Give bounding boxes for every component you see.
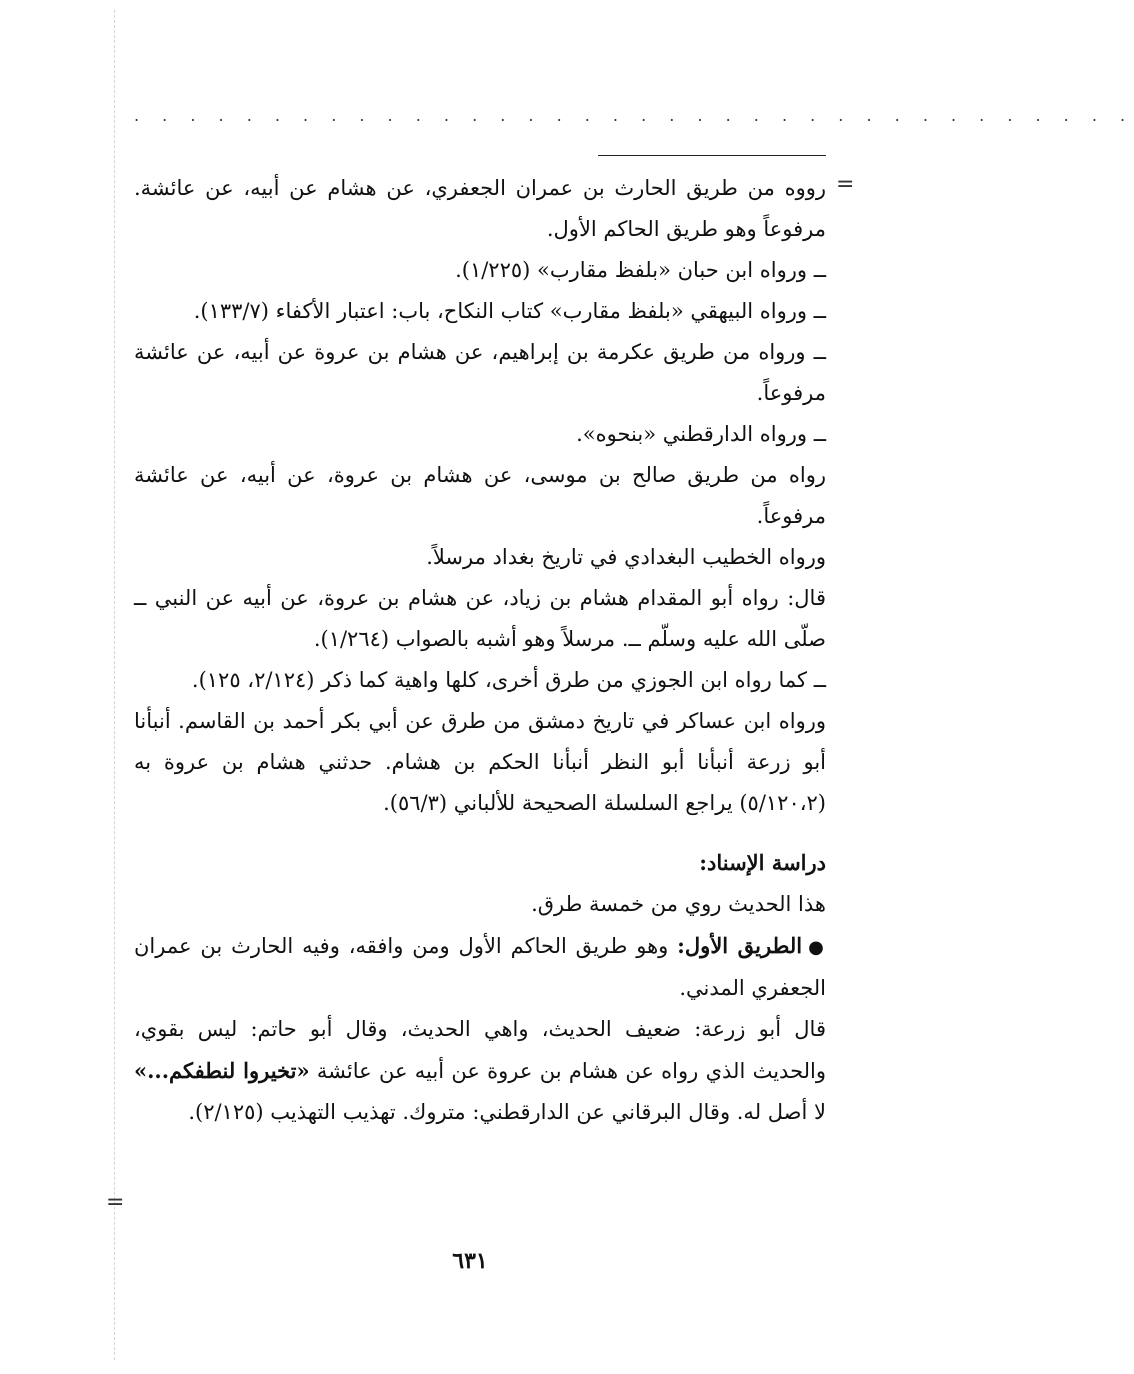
continuation-mark-top: = (836, 172, 855, 197)
quote-paragraph (134, 1009, 826, 1133)
paragraph: ــ ورواه ابن حبان «بلفظ مقارب» (١/٢٢٥). (455, 258, 826, 282)
first-path-paragraph (134, 925, 826, 1009)
paragraph: ورواه الخطيب البغدادي في تاريخ بغداد مرسلاً. (426, 545, 826, 569)
first-path-title: الطريق الأول: (677, 933, 803, 958)
quote-after: لا أصل له. وقال البرقاني عن الدارقطني: متروك. تهذيب التهذيب (٢/١٢٥). (188, 1100, 826, 1124)
bullet-icon: ● (808, 937, 826, 958)
quote-bold: «تخيروا لنطفكم...» (134, 1058, 310, 1083)
study-heading-line (134, 842, 826, 884)
paragraph: رووه من طريق الحارث بن عمران الجعفري، عن هشام عن أبيه، عن عائشة. مرفوعاً وهو طريق الحاكم الأول. (134, 176, 826, 241)
paragraph: ــ كما رواه ابن الجوزي من طرق أخرى، كلها واهية كما ذكر (٢/١٢٤، ١٢٥). (191, 668, 826, 692)
study-intro: هذا الحديث روي من خمسة طرق. (531, 892, 826, 916)
first-path-text: وهو طريق الحاكم الأول ومن وافقه، وفيه الحارث بن عمران الجعفري المدني. (134, 934, 826, 1000)
continuation-mark-bottom: = (106, 1190, 125, 1215)
paragraph: قال: رواه أبو المقدام هشام بن زياد، عن هشام بن عروة، عن أبيه عن النبي ــ صلّى الله عليه وسلّم ــ. مرسلاً وهو أشبه بالصواب (١/٢٦٤). (134, 586, 826, 651)
quote-before: قال أبو زرعة: ضعيف الحديث، واهي الحديث، وقال أبو حاتم: ليس بقوي، والحديث الذي رواه عن هشام بن عروة عن أبيه عن عائشة (134, 1017, 826, 1083)
paragraph: ورواه ابن عساكر في تاريخ دمشق من طرق عن أبي بكر أحمد بن القاسم. أنبأنا أبو زرعة أنبأنا أبو النظر أنبأنا الحكم بن هشام. حدثني هشام بن عروة به (٥/١٢٠،٢) يراجع السلسلة الصحيحة للألباني (٥٦/٣). (134, 709, 826, 815)
paragraph: ــ ورواه البيهقي «بلفظ مقارب» كتاب النكاح، باب: اعتبار الأكفاء (١٣٣/٧). (193, 299, 826, 323)
paragraph: رواه من طريق صالح بن موسى، عن هشام بن عروة، عن أبيه، عن عائشة مرفوعاً. (134, 463, 826, 528)
header-dotted-line: . . . . . . . . . . . . . . . . . . . . . . . . . . . . . . . . . . . . (134, 106, 1134, 125)
paragraph: ــ ورواه من طريق عكرمة بن إبراهيم، عن هشام بن عروة عن أبيه، عن عائشة مرفوعاً. (134, 340, 826, 405)
paragraph: ــ ورواه الدارقطني «بنحوه». (576, 422, 826, 446)
page-content (134, 168, 826, 1133)
study-heading: دراسة الإسناد: (699, 850, 826, 875)
footnote-rule (598, 155, 826, 156)
page-guide-line (114, 10, 115, 1360)
page-number: ٦٣١ (452, 1248, 488, 1274)
